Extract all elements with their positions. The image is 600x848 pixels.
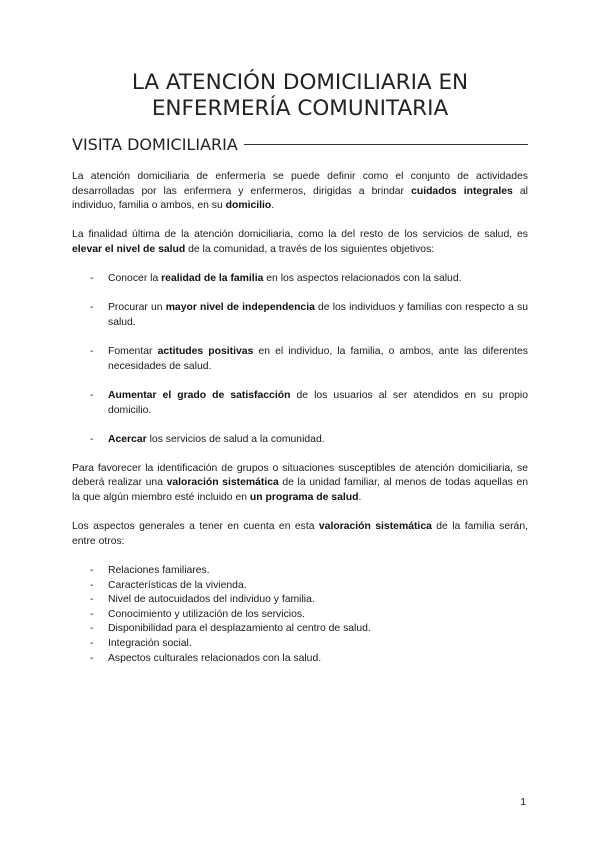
objective-item [72,272,528,287]
section-heading [72,135,528,154]
bold-run: mayor nivel de independencia [165,302,315,314]
text-run: Para favorecer la identificación de grupos o situaciones susceptibles de atención domiciliaria, se deberá realizar una [72,462,528,489]
bold-run: actitudes positivas [157,346,254,358]
paragraph-definition [72,170,528,214]
text-run: de los usuarios al ser atendidos en su propio domicilio. [108,389,528,416]
text-run: de la unidad familiar, al menos de todas aquellas en la que algún miembro esté incluido en [72,477,529,504]
aspects-list [72,564,528,666]
aspect-item: - Disponibilidad para el desplazamiento al centro de salud. [72,622,528,637]
paragraph-aspects-intro [72,520,528,549]
title-line-1: LA ATENCIÓN DOMICILIARIA EN [131,70,469,95]
bold-run: valoración sistemática [318,521,432,533]
bold-run: Aumentar el grado de satisfacción [108,389,291,401]
objective-item [72,389,528,418]
objective-item [72,301,528,330]
text-run: La finalidad última de la atención domiciliaria, como la del resto de los servicios de salud, es [72,229,528,241]
aspect-item: - Aspectos culturales relacionados con la salud. [72,652,528,667]
bold-run: elevar el nivel de salud [72,243,186,255]
document-title [0,70,600,122]
bold-run: un programa de salud [249,492,359,504]
aspect-item: - Integración social. [72,637,528,652]
text-run: los servicios de salud a la comunidad. [146,433,325,445]
aspect-item: - Conocimiento y utilización de los servicios. [72,608,528,623]
bold-run: Acercar [108,433,147,445]
bold-run: cuidados integrales [411,185,513,197]
text-run: de la comunidad, a través de los siguientes objetivos: [185,243,435,255]
aspect-item: - Nivel de autocuidados del individuo y familia. [72,593,528,608]
paragraph-purpose [72,228,528,257]
bold-run: realidad de la familia [161,273,264,285]
text-run: Conocer la [108,273,162,285]
page-number: 1 [520,797,526,808]
text-run: . [271,200,275,212]
title-line-2: ENFERMERÍA COMUNITARIA [151,96,449,121]
bold-run: domicilio [225,200,272,212]
paragraph-identification [72,462,528,506]
objectives-list [72,272,528,447]
section-heading-text: VISITA DOMICILIARIA [72,135,238,154]
bold-run: valoración sistemática [166,477,279,489]
objective-item [72,433,528,448]
section-heading-rule [244,144,528,145]
aspect-item: - Relaciones familiares. [72,564,528,579]
text-run: Procurar un [108,302,166,314]
text-run: Fomentar [108,346,158,358]
text-run: al individuo, familia o ambos, en su [72,185,528,212]
text-run: La atención domiciliaria de enfermería se puede definir como el conjunto de actividades desarrolladas por las enfermera y enfermeros, dirigidas a brindar [72,171,528,197]
text-run: de la familia serán, entre otros: [72,521,529,547]
text-run: Los aspectos generales a tener en cuenta en esta [72,521,319,533]
text-run: . [358,492,362,504]
text-run: de los individuos y familias con respecto a su salud. [108,302,528,328]
text-run: en los aspectos relacionados con la salud. [263,273,462,285]
aspect-item: - Características de la vivienda. [72,579,528,594]
document-body [72,170,528,666]
text-run: en el individuo, la familia, o ambos, ante las diferentes necesidades de salud. [108,346,529,372]
objective-item [72,345,528,374]
